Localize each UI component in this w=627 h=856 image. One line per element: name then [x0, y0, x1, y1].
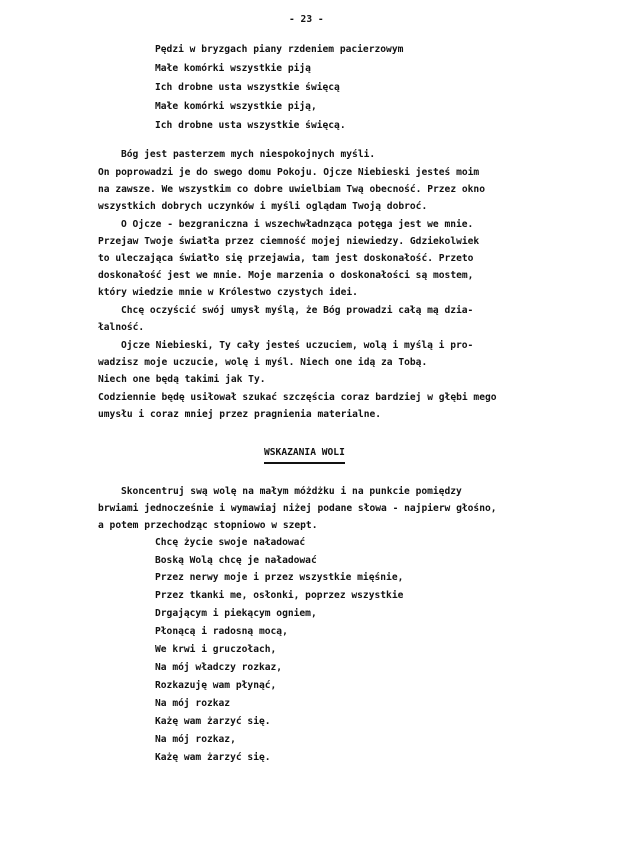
body-line: to uleczająca światło się przejawia, tam jest doskonałość. Przeto [98, 253, 474, 264]
affirmation-line: Na mój rozkaz [155, 698, 231, 709]
body-line: Chcę oczyścić swój umysł myślą, że Bóg prowadzi całą mą dzia- [121, 305, 474, 316]
affirmation-line: Drgającym i piekącym ogniem, [155, 608, 317, 619]
affirmation-line: Rozkazuję wam płynąć, [155, 680, 277, 691]
body-line: umysłu i coraz mniej przez pragnienia materialne. [98, 409, 382, 420]
section-body-line: Skoncentruj swą wolę na małym móżdżku i na punkcie pomiędzy [121, 486, 462, 497]
affirmation-line: We krwi i gruczołach, [155, 644, 277, 655]
section-title-underline [264, 462, 345, 464]
poem-line: Małe komórki wszystkie piją [155, 63, 311, 74]
body-line: Bóg jest pasterzem mych niespokojnych myśli. [121, 149, 376, 160]
body-line: O Ojcze - bezgraniczna i wszechwładnząca potęga jest we mnie. [121, 219, 474, 230]
body-line: Niech one będą takimi jak Ty. [98, 374, 266, 385]
section-body-line: a potem przechodząc stopniowo w szept. [98, 520, 318, 531]
poem-line: Pędzi w bryzgach piany rzdeniem pacierzowym [155, 44, 404, 55]
body-line: On poprowadzi je do swego domu Pokoju. Ojcze Niebieski jesteś moim [98, 167, 480, 178]
body-line: łalność. [98, 322, 145, 333]
section-body-line: brwiami jednocześnie i wymawiaj niżej podane słowa - najpierw głośno, [98, 503, 497, 514]
page-number: - 23 - [289, 14, 324, 25]
body-line: doskonałość jest we mnie. Moje marzenia o doskonałości są mostem, [98, 270, 474, 281]
body-line: Przejaw Twoje światła przez ciemność mojej niewiedzy. Gdziekolwiek [98, 236, 480, 247]
body-line: który wiedzie mnie w Królestwo czystych idei. [98, 287, 358, 298]
affirmation-line: Płonącą i radosną mocą, [155, 626, 288, 637]
body-line: Ojcze Niebieski, Ty cały jesteś uczuciem, wolą i myślą i pro- [121, 340, 474, 351]
section-title: WSKAZANIA WOLI [264, 447, 345, 458]
affirmation-line: Przez tkanki me, osłonki, poprzez wszystkie [155, 590, 404, 601]
affirmation-line: Każę wam żarzyć się. [155, 716, 271, 727]
body-line: Codziennie będę usiłował szukać szczęścia coraz bardziej w głębi mego [98, 392, 497, 403]
affirmation-line: Na mój władczy rozkaz, [155, 662, 283, 673]
affirmation-line: Na mój rozkaz, [155, 734, 236, 745]
affirmation-line: Boską Wolą chcę je naładować [155, 555, 317, 566]
poem-line: Ich drobne usta wszystkie święcą. [155, 120, 346, 131]
poem-line: Ich drobne usta wszystkie święcą [155, 82, 340, 93]
affirmation-line: Przez nerwy moje i przez wszystkie mięśnie, [155, 572, 404, 583]
body-line: wadzisz moje uczucie, wolę i myśl. Niech one idą za Tobą. [98, 357, 428, 368]
body-line: na zawsze. We wszystkim co dobre uwielbiam Twą obecność. Przez okno [98, 184, 485, 195]
poem-line: Małe komórki wszystkie piją, [155, 101, 317, 112]
affirmation-line: Każę wam żarzyć się. [155, 752, 271, 763]
body-line: wszystkich dobrych uczynków i myśli oglądam Twoją dobroć. [98, 201, 428, 212]
affirmation-line: Chcę życie swoje naładować [155, 537, 306, 548]
